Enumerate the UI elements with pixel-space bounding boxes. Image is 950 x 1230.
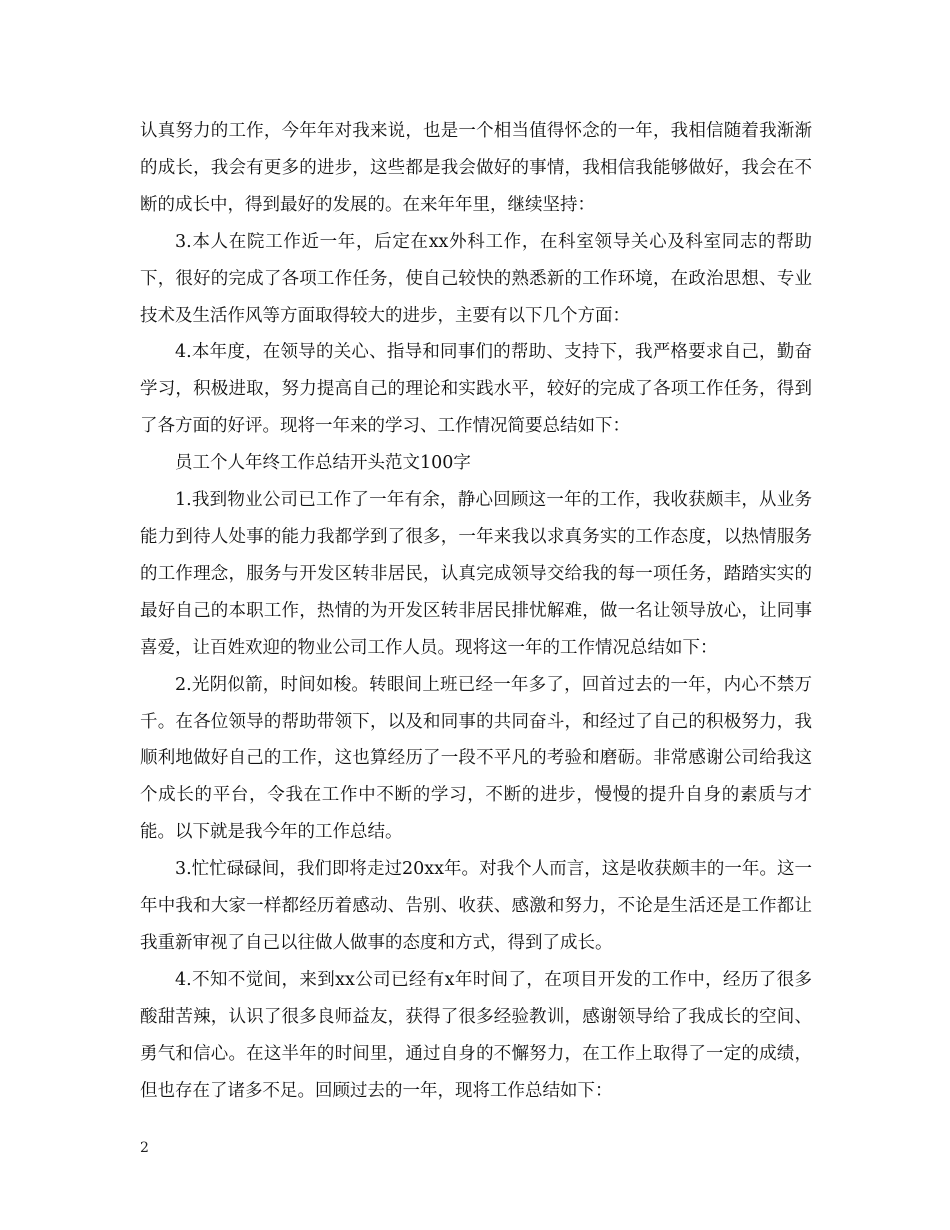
page-number: 2 [140, 1140, 149, 1156]
paragraph-continuation: 认真努力的工作，今年年对我来说，也是一个相当值得怀念的一年，我相信随着我渐渐的成长，我会有更多的进步，这些都是我会做好的事情，我相信我能够做好，我会在不断的成长中，得到最好的发展的。在来年年里，继续坚持： [140, 121, 812, 215]
paragraph-item-2-time: 2.光阴似箭，时间如梭。转眼间上班已经一年多了，回首过去的一年，内心不禁万千。在各位领导的帮助带领下，以及和同事的共同奋斗，和经过了自己的积极努力，我顺利地做好自己的工作，这也算经历了一段不平凡的考验和磨砺。非常感谢公司给我这个成长的平台，令我在工作中不断的学习，不断的进步，慢慢的提升自身的素质与才能。以下就是我今年的工作总结。 [140, 674, 812, 843]
paragraph-item-4-project: 4.不知不觉间，来到xx公司已经有x年时间了，在项目开发的工作中，经历了很多酸甜苦辣，认识了很多良师益友，获得了很多经验教训，感谢领导给了我成长的空间、勇气和信心。在这半年的时间里，通过自身的不懈努力，在工作上取得了一定的成绩，但也存在了诸多不足。回顾过去的一年，现将工作总结如下： [140, 969, 812, 1101]
paragraph-item-3-busy: 3.忙忙碌碌间，我们即将走过20xx年。对我个人而言，这是收获颇丰的一年。这一年中我和大家一样都经历着感动、告别、收获、感激和努力，不论是生活还是工作都让我重新审视了自己以往做人做事的态度和方式，得到了成长。 [140, 859, 812, 953]
document-body [140, 113, 812, 1109]
paragraph-item-1-property: 1.我到物业公司已工作了一年有余，静心回顾这一年的工作，我收获颇丰，从业务能力到待人处事的能力我都学到了很多，一年来我以求真务实的工作态度，以热情服务的工作理念，服务与开发区转非居民，认真完成领导交给我的每一项任务，踏踏实实的最好自己的本职工作，热情的为开发区转非居民排忧解难，做一名让领导放心，让同事喜爱，让百姓欢迎的物业公司工作人员。现将这一年的工作情况总结如下： [140, 490, 812, 658]
section-heading: 员工个人年终工作总结开头范文100字 [175, 453, 471, 474]
paragraph-item-3-hospital: 3.本人在院工作近一年，后定在xx外科工作，在科室领导关心及科室同志的帮助下，很好的完成了各项工作任务，使自己较快的熟悉新的工作环境，在政治思想、专业技术及生活作风等方面取得较大的进步，主要有以下几个方面： [140, 231, 812, 326]
paragraph-item-4-annual: 4.本年度，在领导的关心、指导和同事们的帮助、支持下，我严格要求自己，勤奋学习，积极进取，努力提高自己的理论和实践水平，较好的完成了各项工作任务，得到了各方面的好评。现将一年来的学习、工作情况简要总结如下： [140, 342, 812, 437]
